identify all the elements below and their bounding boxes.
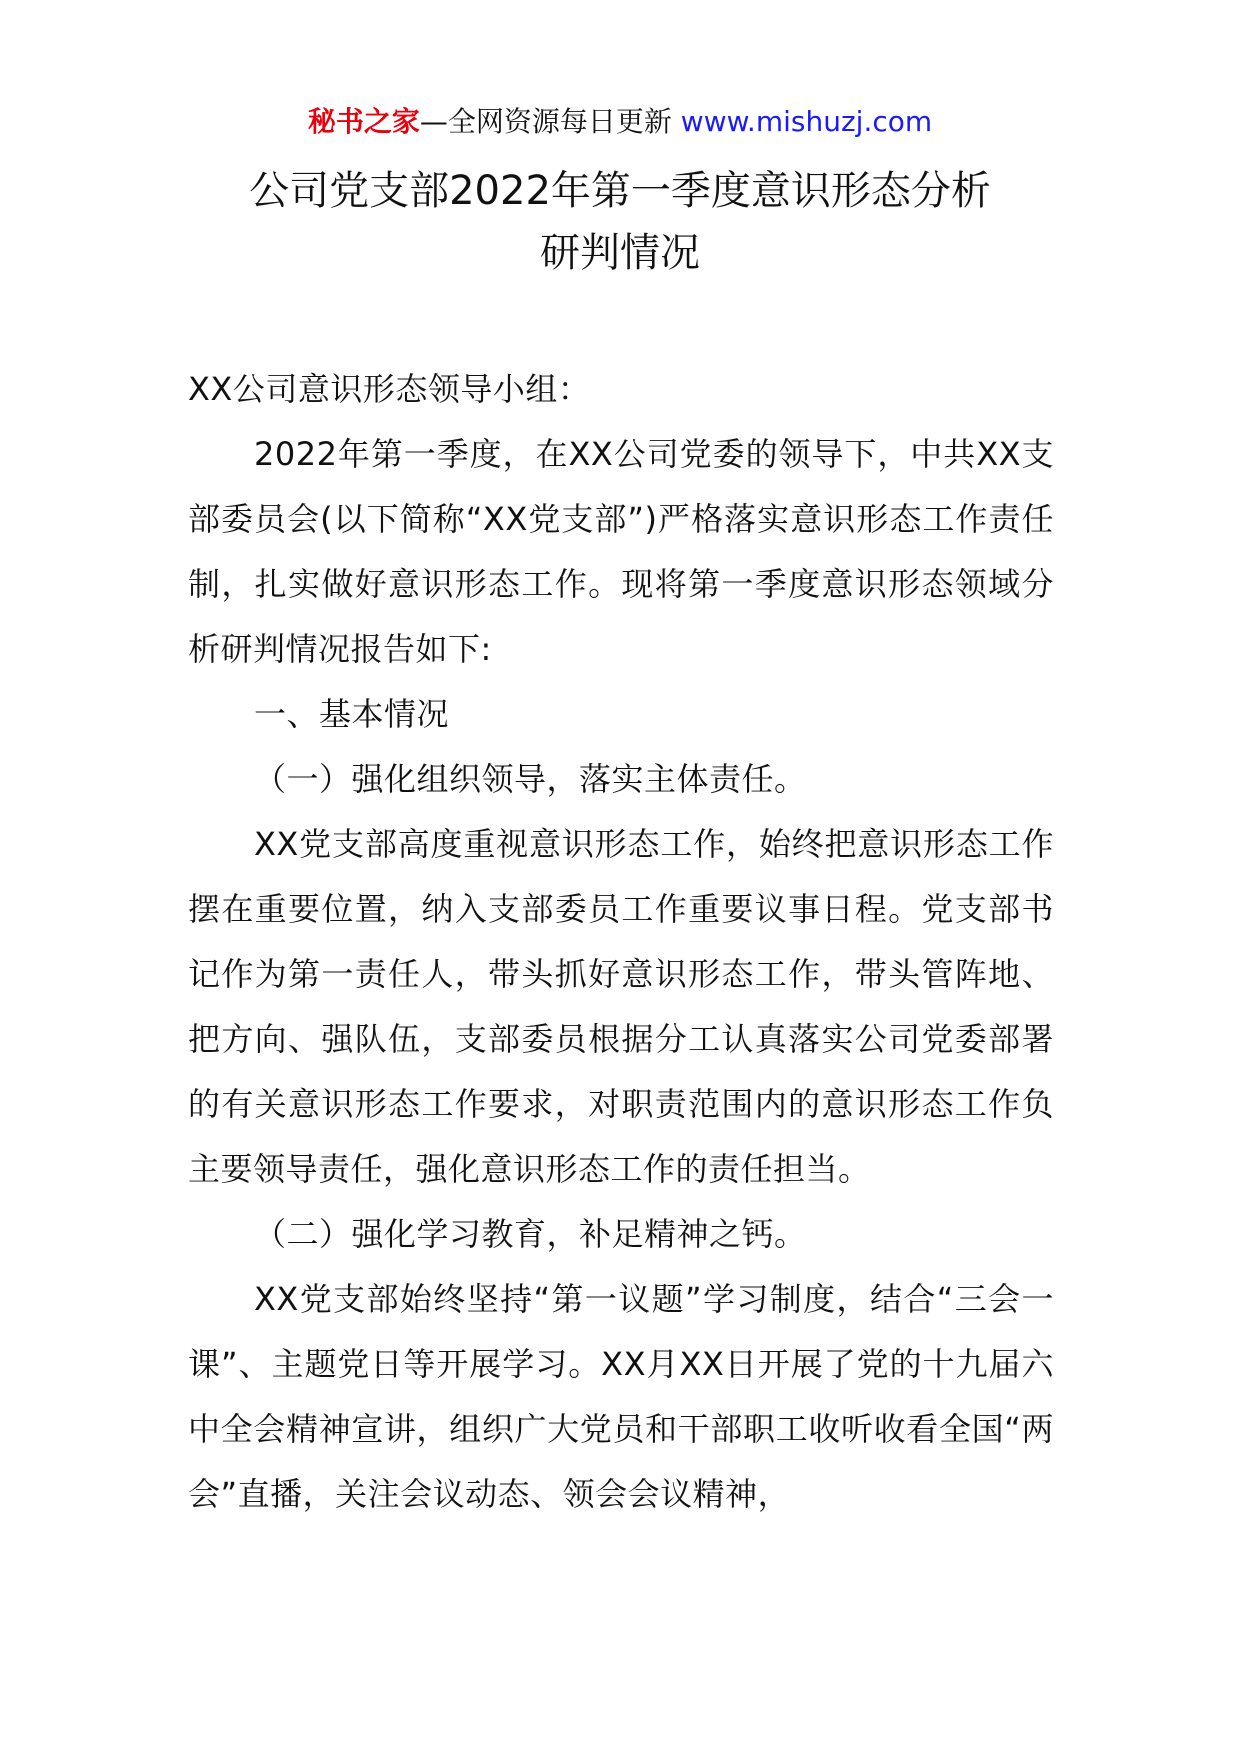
header-banner bbox=[0, 100, 1240, 144]
brand-name: 秘书之家 bbox=[307, 105, 420, 138]
section-heading-basic: 一、基本情况 bbox=[254, 695, 450, 733]
title-line-1: 公司党支部2022年第一季度意识形态分析 bbox=[249, 168, 991, 214]
document-body bbox=[188, 357, 1054, 1527]
site-link[interactable]: www.mishuzj.com bbox=[680, 105, 933, 138]
subsection-heading-2: （二）强化学习教育，补足精神之钙。 bbox=[254, 1215, 807, 1253]
salutation: XX公司意识形态领导小组： bbox=[188, 370, 591, 408]
title-line-2: 研判情况 bbox=[540, 230, 700, 276]
subsection-paragraph-1: XX党支部高度重视意识形态工作，始终把意识形态工作摆在重要位置，纳入支部委员工作重要议事日程。党支部书记作为第一责任人，带头抓好意识形态工作，带头管阵地、把方向、强队伍，支部委员根据分工认真落实公司党委部署的有关意识形态工作要求，对职责范围内的意识形态工作负主要领导责任，强化意识形态工作的责任担当。 bbox=[188, 825, 1054, 1188]
subsection-heading-1: （一）强化组织领导，落实主体责任。 bbox=[254, 760, 807, 798]
header-slogan: —全网资源每日更新 bbox=[419, 105, 672, 138]
subsection-paragraph-2: XX党支部始终坚持“第一议题”学习制度，结合“三会一课”、主题党日等开展学习。XX月XX日开展了党的十九届六中全会精神宣讲，组织广大党员和干部职工收听收看全国“两会”直播，关注会议动态、领会会议精神， bbox=[188, 1280, 1054, 1513]
intro-paragraph: 2022年第一季度，在XX公司党委的领导下，中共XX支部委员会(以下简称“XX党支部”)严格落实意识形态工作责任制，扎实做好意识形态工作。现将第一季度意识形态领域分析研判情况报告如下: bbox=[188, 435, 1054, 668]
document-title bbox=[160, 160, 1080, 284]
